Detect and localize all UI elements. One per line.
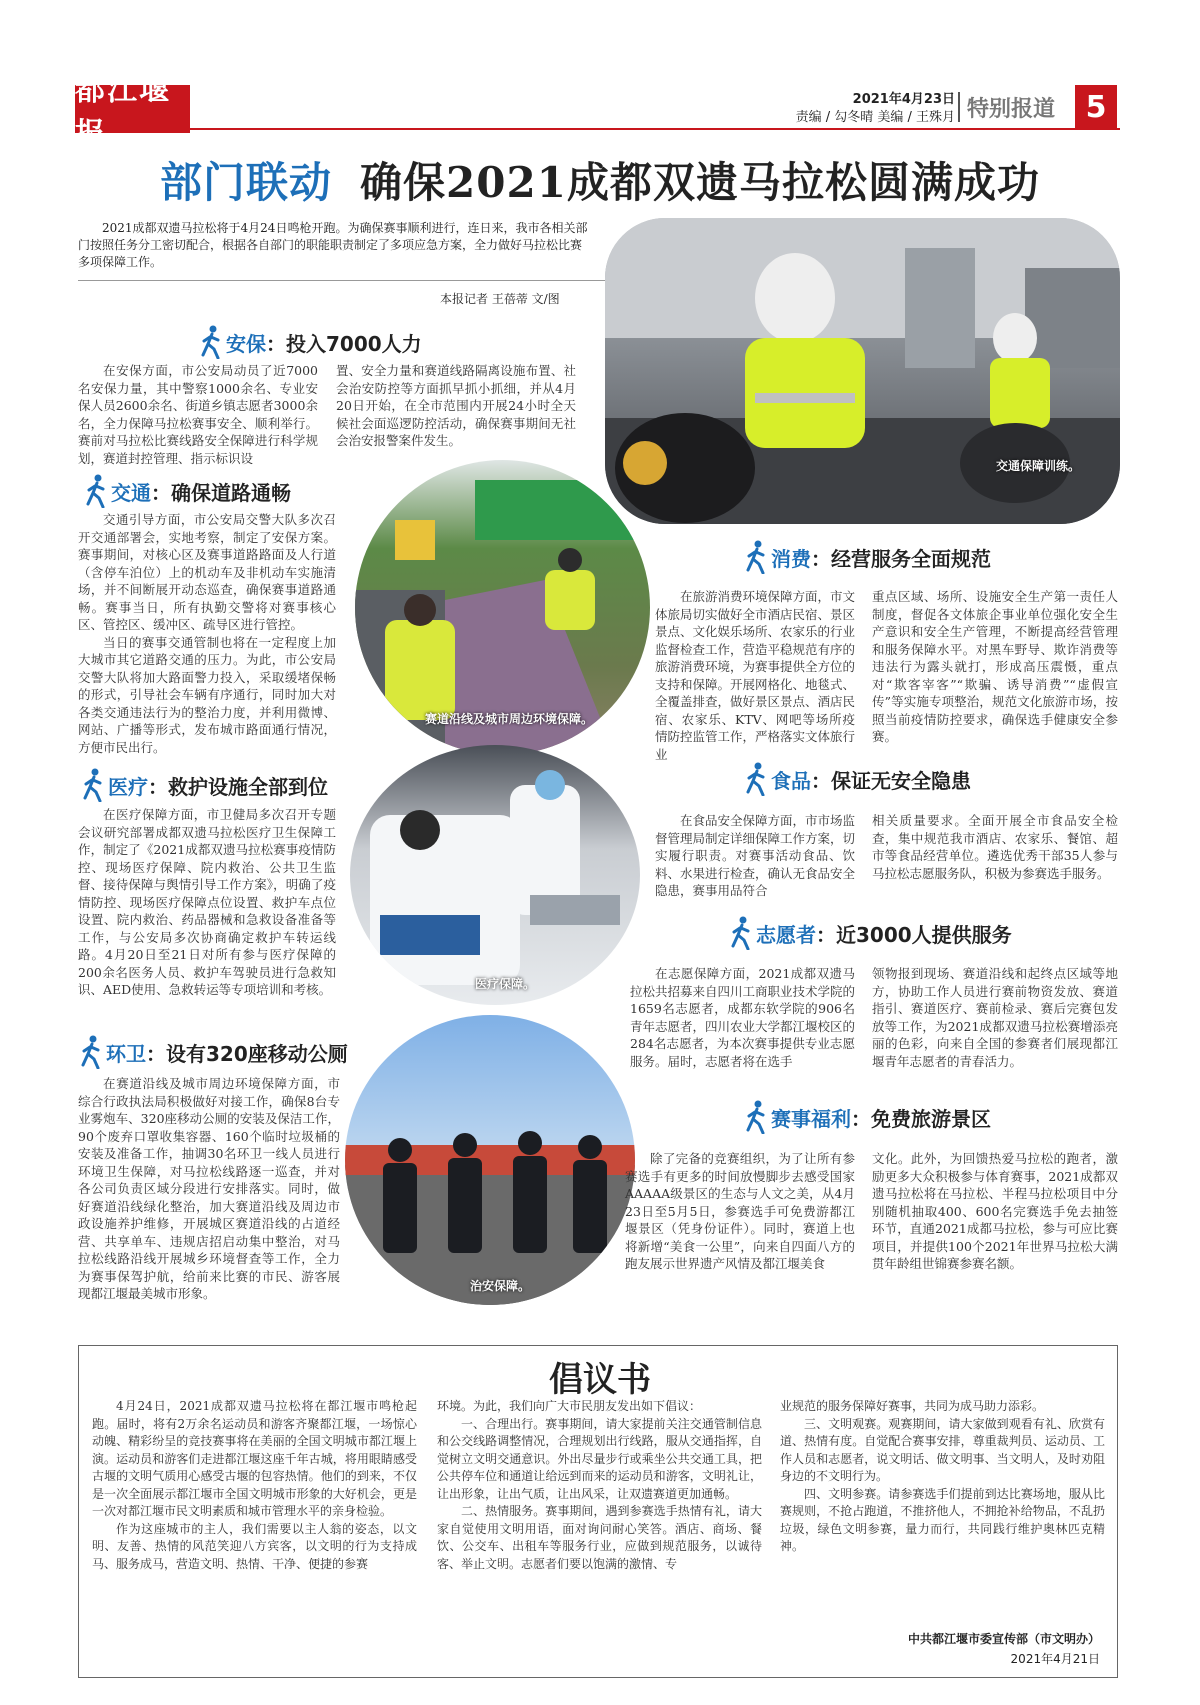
welfare-col-1 [625, 1150, 855, 1273]
food-rest: ：保证无安全隐患 [811, 768, 971, 793]
section-heading-consumption [745, 540, 991, 574]
proposal-text-5: 二、热情服务。赛事期间，遇到参赛选手热情有礼，请大家自觉使用文明用语，面对询问耐心笑答。酒店、商场、餐饮、公交车、出租车等服务行业，应做到规范服务，以诚待客、举止文明。志愿者们要以饱满的激情、专 [437, 1504, 762, 1571]
food-text-1: 在食品安全保障方面，市市场监督管理局制定详细保障工作方案，切实履行职责。对赛事活动食品、饮料、水果进行检查，确认无食品安全隐患，赛事用品符合 [655, 813, 856, 898]
header-rule [190, 128, 1120, 130]
sanitation-col [78, 1075, 340, 1303]
intro-rule [78, 280, 608, 281]
runner-icon [82, 768, 104, 802]
security-rest: ：投入7000人力 [266, 331, 422, 356]
security-photo [345, 1015, 635, 1305]
proposal-text-8: 四、文明参赛。请参赛选手们提前到达比赛场地，服从比赛规则，不抢占跑道，不推挤他人，不拥抢补给物品，不乱扔垃圾，绿色文明参赛，量力而行，共同践行维护奥林匹克精神。 [780, 1486, 1105, 1553]
caption-medical: 医疗保障。 [475, 977, 536, 991]
security-col-2 [336, 362, 576, 450]
runner-icon [80, 1035, 102, 1069]
food-key: 食品 [771, 768, 811, 793]
security-text-2: 置、安全力量和赛道线路隔离设施布置、社会治安防控等方面抓早抓小抓细，并从4月20日开始，在全市范围内开展24小时全天候社会面巡逻防控活动，确保赛事期间无社会治安报警案件发生。 [336, 363, 576, 448]
section-heading-volunteer [730, 916, 1012, 950]
section-name: 特别报道 [967, 97, 1056, 122]
medical-rest: ：救护设施全部到位 [148, 774, 328, 799]
police-motorcycle-photo [605, 218, 1120, 524]
proposal-signature: 中共都江堰市委宣传部（市文明办） [907, 1632, 1100, 1646]
consumption-rest: ：经营服务全面规范 [811, 546, 991, 571]
environment-photo [355, 460, 650, 755]
headline-main: 确保2021成都双遗马拉松圆满成功 [360, 158, 1040, 207]
proposal-text-3: 环境。为此，我们向广大市民朋友发出如下倡议： [437, 1399, 702, 1413]
consumption-col-1 [655, 588, 855, 763]
welfare-text-2: 文化。此外，为回馈热爱马拉松的跑者，激励更多大众积极参与体育赛事，2021成都双遗马拉松将在马拉松、半程马拉松项目中分别随机抽取400、600名完赛选手免去抽签环节，直通2021成都马拉松，参与可应比赛项目，并提供100个2021年世界马拉松大满贯年龄组世锦赛参赛名额。 [872, 1151, 1118, 1271]
byline: 本报记者 王蓓蒂 文/图 [440, 292, 560, 306]
food-col-2 [872, 812, 1118, 882]
header-divider [958, 92, 960, 122]
medical-text: 在医疗保障方面，市卫健局多次召开专题会议研究部署成都双遗马拉松医疗卫生保障工作，制定了《2021成都双遗马拉松赛事疫情防控、现场医疗保障、院内救治、公共卫生监督、接待保障与舆情引导工作方案》，明确了疫情防控、现场医疗保障点位设置、救护车点位设置、院内救治、药品器械和急救设备准备等工作，与公安局多次协商确定救护车转运线路。4月20日至21日对所有参与医疗保障的200余名医务人员、救护车驾驶员进行急救知识、AED使用、急救转运等专项培训和考核。 [78, 807, 336, 997]
header-date: 2021年4月23日 [852, 92, 955, 107]
medical-col [78, 806, 336, 999]
medical-key: 医疗 [108, 774, 148, 799]
caption-police: 交通保障训练。 [995, 459, 1080, 473]
page-number: 5 [1075, 85, 1117, 130]
volunteer-text-2: 领物报到现场、赛道沿线和起终点区域等地方，协助工作人员进行赛前物资发放、赛道指引、赛道医疗、赛前检录、赛后完赛包发放等工作，为2021成都双遗马拉松赛增添亮丽的色彩，向来自全国的参赛者们展现都江堰青年志愿者的青春活力。 [872, 966, 1118, 1069]
proposal-col-2 [437, 1398, 762, 1573]
police-scene-illustration [605, 218, 1120, 524]
consumption-key: 消费 [771, 546, 811, 571]
section-heading-sanitation [80, 1035, 348, 1069]
newspaper-masthead: 都江堰报 [75, 85, 190, 133]
volunteer-rest: ：近3000人提供服务 [816, 922, 1012, 947]
caption-environment: 赛道沿线及城市周边环境保障。 [425, 712, 594, 726]
volunteer-col-1 [630, 965, 855, 1070]
proposal-title: 倡议书 [549, 1360, 651, 1400]
volunteer-col-2 [872, 965, 1118, 1070]
food-col-1 [655, 812, 855, 900]
security-col-1 [78, 362, 318, 467]
headline-highlight: 部门联动 [160, 158, 333, 207]
traffic-key: 交通 [111, 480, 151, 505]
sanitation-rest: ：设有320座移动公厕 [146, 1041, 348, 1066]
sanitation-text: 在赛道沿线及城市周边环境保障方面，市综合行政执法局积极做好对接工作，确保8台专业雾炮车、320座移动公厕的安装及保洁工作，90个废弃口罩收集容器、160个临时垃圾桶的安装及准备工作，抽调30名环卫一线人员进行环境卫生保障，对马拉松线路逐一巡查，并对各公司负责区域分段进行安排落实。同时，做好赛道沿线绿化整治，加大赛道沿线及周边市政设施养护维修，开展城区赛道沿线的占道经营、共享单车、违规店招启动集中整治，对马拉松线路沿线开展城乡环境督查等工作，全力为赛事保驾护航，给前来比赛的市民、游客展现都江堰最美城市形象。 [78, 1076, 340, 1301]
security-key: 安保 [226, 331, 266, 356]
traffic-col [78, 511, 336, 756]
proposal-text-6: 业规范的服务保障好赛事，共同为成马助力添彩。 [780, 1399, 1045, 1413]
header-editors: 责编 / 勾冬晴 美编 / 王殊月 [795, 110, 955, 125]
runner-icon [745, 540, 767, 574]
section-heading-medical [82, 768, 328, 802]
proposal-text-1: 4月24日，2021成都双遗马拉松将在都江堰市鸣枪起跑。届时，将有2万余名运动员和游客齐聚都江堰，一场惊心动魄、精彩纷呈的竞技赛事将在美丽的全国文明城市都江堰上演。运动员和游客们走进都江堰这座千年古城，将用眼睛感受古堰的文明气质用心感受古堰的包容热情。他们的到来，不仅是一次全面展示都江堰市全国文明城市形象的大好机会，更是一次对都江堰市民文明素质和城市管理水平的亲身检验。 [92, 1399, 417, 1518]
proposal-text-7: 三、文明观赛。观赛期间，请大家做到观看有礼、欣赏有道、热情有度。自觉配合赛事安排，尊重裁判员、运动员、工作人员和志愿者，说文明话、做文明事、当文明人，及时劝阻身边的不文明行为。 [780, 1416, 1105, 1483]
medical-photo [350, 745, 640, 1005]
proposal-text-4: 一、合理出行。赛事期间，请大家提前关注交通管制信息和公交线路调整情况，合理规划出行线路，服从交通指挥，自觉树立文明交通意识。外出尽量步行或乘坐公共交通工具，把公共停车位和通道让给远到而来的运动员和游客，文明礼让，让出形象，让出气质，让出风采，让双遗赛道更加通畅。 [437, 1416, 762, 1501]
volunteer-text-1: 在志愿保障方面，2021成都双遗马拉松共招募来自四川工商职业技术学院的1659名志愿者，成都东软学院的906名青年志愿者，四川农业大学都江堰校区的284名志愿者，为本次赛事提供专业志愿服务。届时，志愿者将在选手 [630, 966, 856, 1069]
traffic-text-1: 交通引导方面，市公安局交警大队多次召开交通部署会，实地考察，制定了安保方案。赛事期间，对核心区及赛事道路路面及人行道（含停车泊位）上的机动车及非机动车实施清场，并不间断展开动态巡查，确保赛事道路通畅。赛事当日，所有执勤交警将对赛事核心区、管控区、缓冲区、疏导区进行管控。 [78, 512, 336, 632]
runner-icon [745, 1100, 767, 1134]
consumption-text-2: 重点区域、场所、设施安全生产第一责任人制度，督促各文体旅企事业单位强化安全生产意识和安全生产管理，不断提高经营管理和服务保障水平。对黑车野导、欺诈消费等违法行为露头就打，形成高压震慑，重点对“欺客宰客”“欺骗、诱导消费”“虚假宣传”等实施专项整治，规范文化旅游市场，按照当前疫情防控要求，确保选手健康安全参赛。 [872, 589, 1118, 744]
runner-icon [745, 762, 767, 796]
runner-icon [200, 325, 222, 359]
runner-icon [730, 916, 752, 950]
section-heading-traffic [85, 474, 291, 508]
security-text-1: 在安保方面，市公安局动员了近7000名安保力量，其中警察1000余名、专业安保人员2600余名、街道乡镇志愿者3000余名，全力保障马拉松赛事安全、顺利举行。赛前对马拉松比赛线路安全保障进行科学规划，赛道封控管理、指示标识设 [78, 363, 318, 466]
consumption-col-2 [872, 588, 1118, 746]
headline [0, 150, 1200, 210]
proposal-text-2: 作为这座城市的主人，我们需要以主人翁的姿态，以文明、友善、热情的风范笑迎八方宾客，以文明的行为支持成马、服务成马，营造文明、热情、干净、便捷的参赛 [92, 1521, 417, 1571]
runner-icon [85, 474, 107, 508]
section-heading-food [745, 762, 971, 796]
security-scene-illustration [345, 1015, 635, 1305]
section-heading-security [200, 325, 422, 359]
welfare-key: 赛事福利 [771, 1106, 851, 1131]
welfare-rest: ：免费旅游景区 [851, 1106, 991, 1131]
sanitation-key: 环卫 [106, 1041, 146, 1066]
proposal-col-1 [92, 1398, 417, 1573]
welfare-col-2 [872, 1150, 1118, 1273]
consumption-text-1: 在旅游消费环境保障方面，市文体旅局切实做好全市酒店民宿、景区景点、文化娱乐场所、农家乐的行业监督检查工作，营造平稳规范有序的旅游消费环境，为赛事提供全方位的支持和保障。开展网格化、地毯式、全覆盖排查，做好景区景点、酒店民宿、农家乐、KTV、网吧等场所疫情防控监管工作，严格落实文体旅行业 [655, 589, 856, 762]
food-text-2: 相关质量要求。全面开展全市食品安全检查，集中规范我市酒店、农家乐、餐馆、超市等食品经营单位。遴选优秀干部35人参与马拉松志愿服务队，积极为参赛选手服务。 [872, 813, 1118, 881]
medical-scene-illustration [350, 745, 640, 1005]
volunteer-key: 志愿者 [756, 922, 816, 947]
section-heading-welfare [745, 1100, 991, 1134]
caption-security: 治安保障。 [470, 1279, 531, 1293]
welfare-text-1: 除了完备的竞赛组织，为了让所有参赛选手有更多的时间放慢脚步去感受国家AAAAA级景区的生态与人文之美，从4月23日至5月5日，参赛选手可免费游都江堰景区（凭身份证件）。同时，赛道上也将新增“美食一公里”，向来自四面八方的跑友展示世界遗产风情及都江堰美食 [625, 1151, 855, 1271]
traffic-rest: ：确保道路通畅 [151, 480, 291, 505]
traffic-text-2: 当日的赛事交通管制也将在一定程度上加大城市其它道路交通的压力。为此，市公安局交警大队将加大路面警力投入，采取缓堵保畅的形式，引导社会车辆有序通行，同时加大对各类交通违法行为的整治力度，并利用微博、网站、广播等形式，发布城市路面通行情况，方便市民出行。 [78, 634, 336, 755]
proposal-date: 2021年4月21日 [1010, 1652, 1100, 1666]
intro-paragraph: 2021成都双遗马拉松将于4月24日鸣枪开跑。为确保赛事顺利进行，连日来，我市各相关部门按照任务分工密切配合，根据各自部门的职能职责制定了多项应急方案，全力做好马拉松比赛多项保障工作。 [78, 221, 588, 269]
proposal-col-3 [780, 1398, 1105, 1556]
